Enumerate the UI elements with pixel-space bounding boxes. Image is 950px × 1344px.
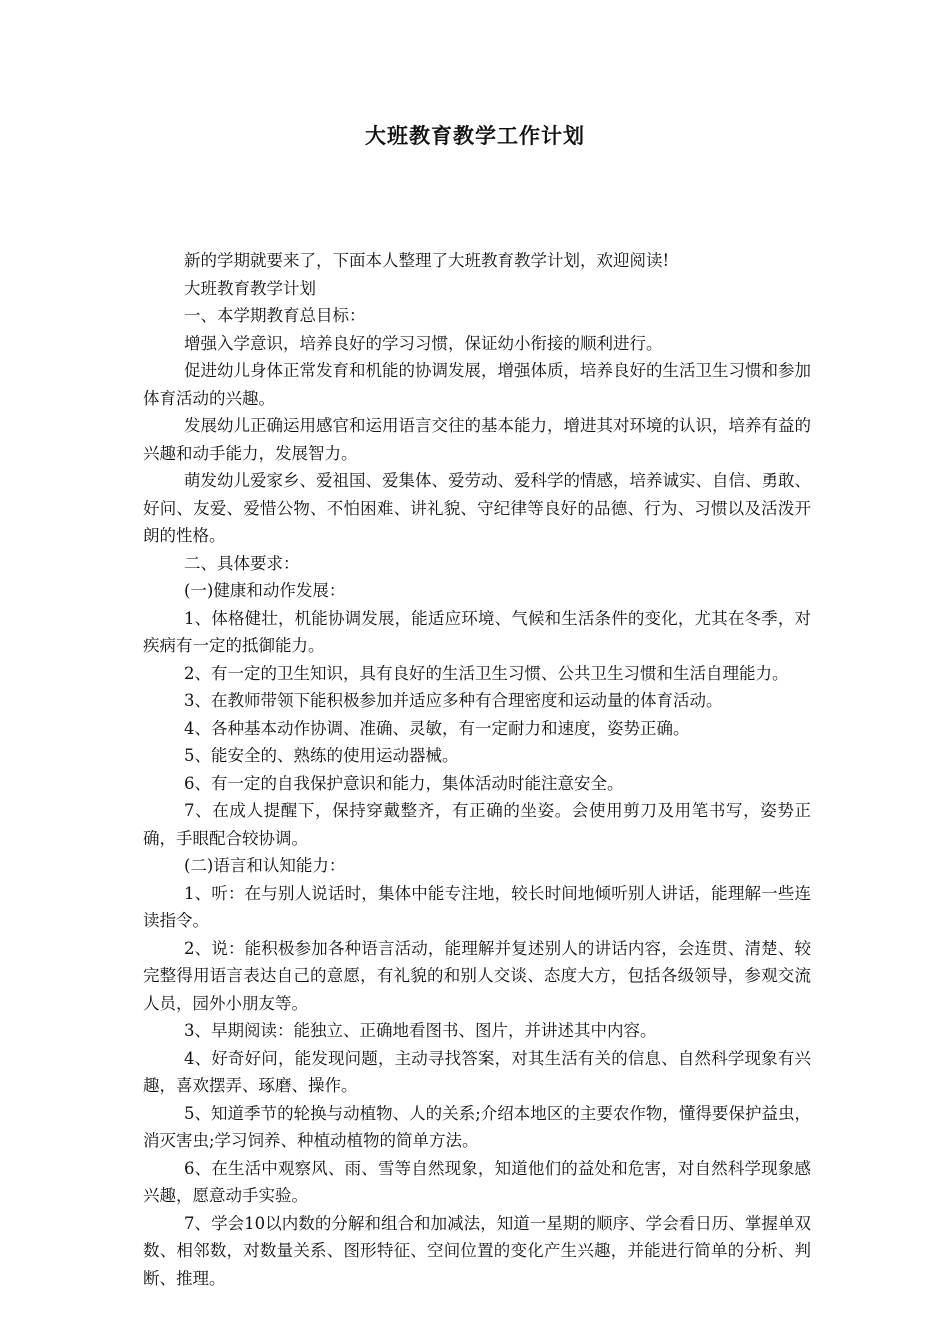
- paragraph-health-5: 5、能安全的、熟练的使用运动器械。: [184, 746, 459, 765]
- paragraph-language-7: 7、学会10以内数的分解和组合和加减法，知道一星期的顺序、学会看日历、掌握单双数、相邻数，对数量关系、图形特征、空间位置的变化产生兴趣，并能进行简单的分析、判断、推理。: [143, 1213, 811, 1288]
- paragraph-language-6: 6、在生活中观察风、雨、雪等自然现象，知道他们的益处和危害，对自然科学现象感兴趣，愿意动手实验。: [143, 1158, 811, 1205]
- paragraph-language-5: 5、知道季节的轮换与动植物、人的关系;介绍本地区的主要农作物，懂得要保护益虫，消灭害虫;学习饲养、种植动植物的简单方法。: [143, 1103, 811, 1150]
- paragraph-language-4: 4、好奇好问，能发现问题，主动寻找答案，对其生活有关的信息、自然科学现象有兴趣，喜欢摆弄、琢磨、操作。: [143, 1048, 811, 1095]
- paragraph-health-1: 1、体格健壮，机能协调发展，能适应环境、气候和生活条件的变化，尤其在冬季，对疾病有一定的抵御能力。: [143, 608, 811, 655]
- paragraph-health-3: 3、在教师带领下能积极参加并适应多种有合理密度和运动量的体育活动。: [184, 691, 723, 710]
- section-heading-requirements: 二、具体要求：: [184, 553, 300, 573]
- paragraph-goal-1: 增强入学意识，培养良好的学习习惯，保证幼小衔接的顺利进行。: [184, 333, 663, 353]
- paragraph-language-2: 2、说：能积极参加各种语言活动，能理解并复述别人的讲话内容，会连贯、清楚、较完整得用语言表达自己的意愿，有礼貌的和别人交谈、态度大方，包括各级领导，参观交流人员，园外小朋友等。: [143, 938, 811, 1013]
- subsection-heading-health: (一)健康和动作发展：: [184, 581, 346, 600]
- paragraph-health-2: 2、有一定的卫生知识，具有良好的生活卫生习惯、公共卫生习惯和生活自理能力。: [184, 663, 789, 683]
- paragraph-health-6: 6、有一定的自我保护意识和能力，集体活动时能注意安全。: [184, 773, 624, 793]
- paragraph-health-4: 4、各种基本动作协调、准确、灵敏，有一定耐力和速度，姿势正确。: [184, 718, 690, 738]
- paragraph-goal-4: 萌发幼儿爱家乡、爱祖国、爱集体、爱劳动、爱科学的情感，培养诚实、自信、勇敢、好问、友爱、爱惜公物、不怕困难、讲礼貌、守纪律等良好的品德、行为、习惯以及活泼开朗的性格。: [143, 471, 811, 545]
- document-title: 大班教育教学工作计划: [365, 123, 585, 148]
- paragraph-subtitle: 大班教育教学计划: [184, 278, 316, 298]
- paragraph-health-7: 7、在成人提醒下，保持穿戴整齐，有正确的坐姿。会使用剪刀及用笔书写，姿势正确，手眼配合较协调。: [143, 801, 811, 848]
- paragraph-intro: 新的学期就要来了，下面本人整理了大班教育教学计划，欢迎阅读!: [184, 251, 670, 270]
- paragraph-goal-3: 发展幼儿正确运用感官和运用语言交往的基本能力，增进其对环境的认识，培养有益的兴趣和动手能力，发展智力。: [143, 416, 811, 463]
- paragraph-goal-2: 促进幼儿身体正常发育和机能的协调发展，增强体质，培养良好的生活卫生习惯和参加体育活动的兴趣。: [143, 361, 811, 408]
- document-body: [143, 247, 811, 1292]
- paragraph-language-1: 1、听：在与别人说话时，集体中能专注地，较长时间地倾听别人讲话，能理解一些连读指令。: [143, 883, 811, 930]
- paragraph-language-3: 3、早期阅读：能独立、正确地看图书、图片，并讲述其中内容。: [184, 1021, 657, 1040]
- subsection-heading-language: (二)语言和认知能力：: [184, 856, 346, 875]
- section-heading-goals: 一、本学期教育总目标：: [184, 306, 366, 325]
